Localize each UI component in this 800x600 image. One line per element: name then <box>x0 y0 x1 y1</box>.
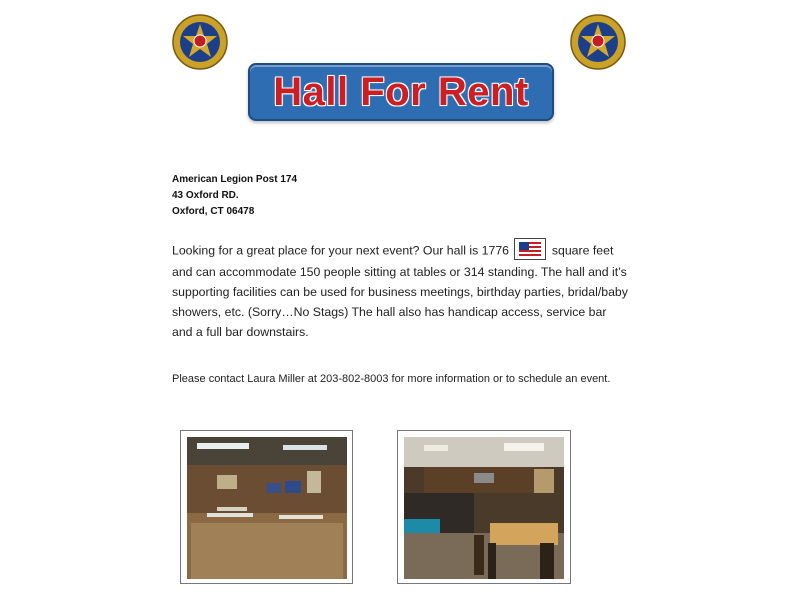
american-legion-emblem-icon <box>570 14 626 70</box>
address-line-2: 43 Oxford RD. <box>172 190 239 201</box>
page-title: Hall For Rent <box>273 69 529 114</box>
description-part-2: square feet and can accommodate 150 people sitting at tables or 314 standing. The hall and it’s supporting facilities can be used for business meetings, birthday parties, bridal/baby showers, etc. (Sorry…No Stags) The hall also has handicap access, service bar and a full bar downstairs. <box>172 243 628 339</box>
address-block <box>172 172 297 220</box>
description-paragraph <box>172 240 630 342</box>
address-line-3: Oxford, CT 06478 <box>172 206 255 217</box>
description-part-1: Looking for a great place for your next event? Our hall is 1776 <box>172 243 509 258</box>
title-banner <box>248 63 554 121</box>
us-flag-icon <box>514 238 546 260</box>
address-line-1: American Legion Post 174 <box>172 174 298 185</box>
american-legion-emblem-icon <box>172 14 228 70</box>
contact-text: Please contact Laura Miller at 203-802-8003 for more information or to schedule an event. <box>172 373 611 385</box>
hall-interior-photo <box>180 430 353 584</box>
bar-area-photo <box>397 430 571 584</box>
